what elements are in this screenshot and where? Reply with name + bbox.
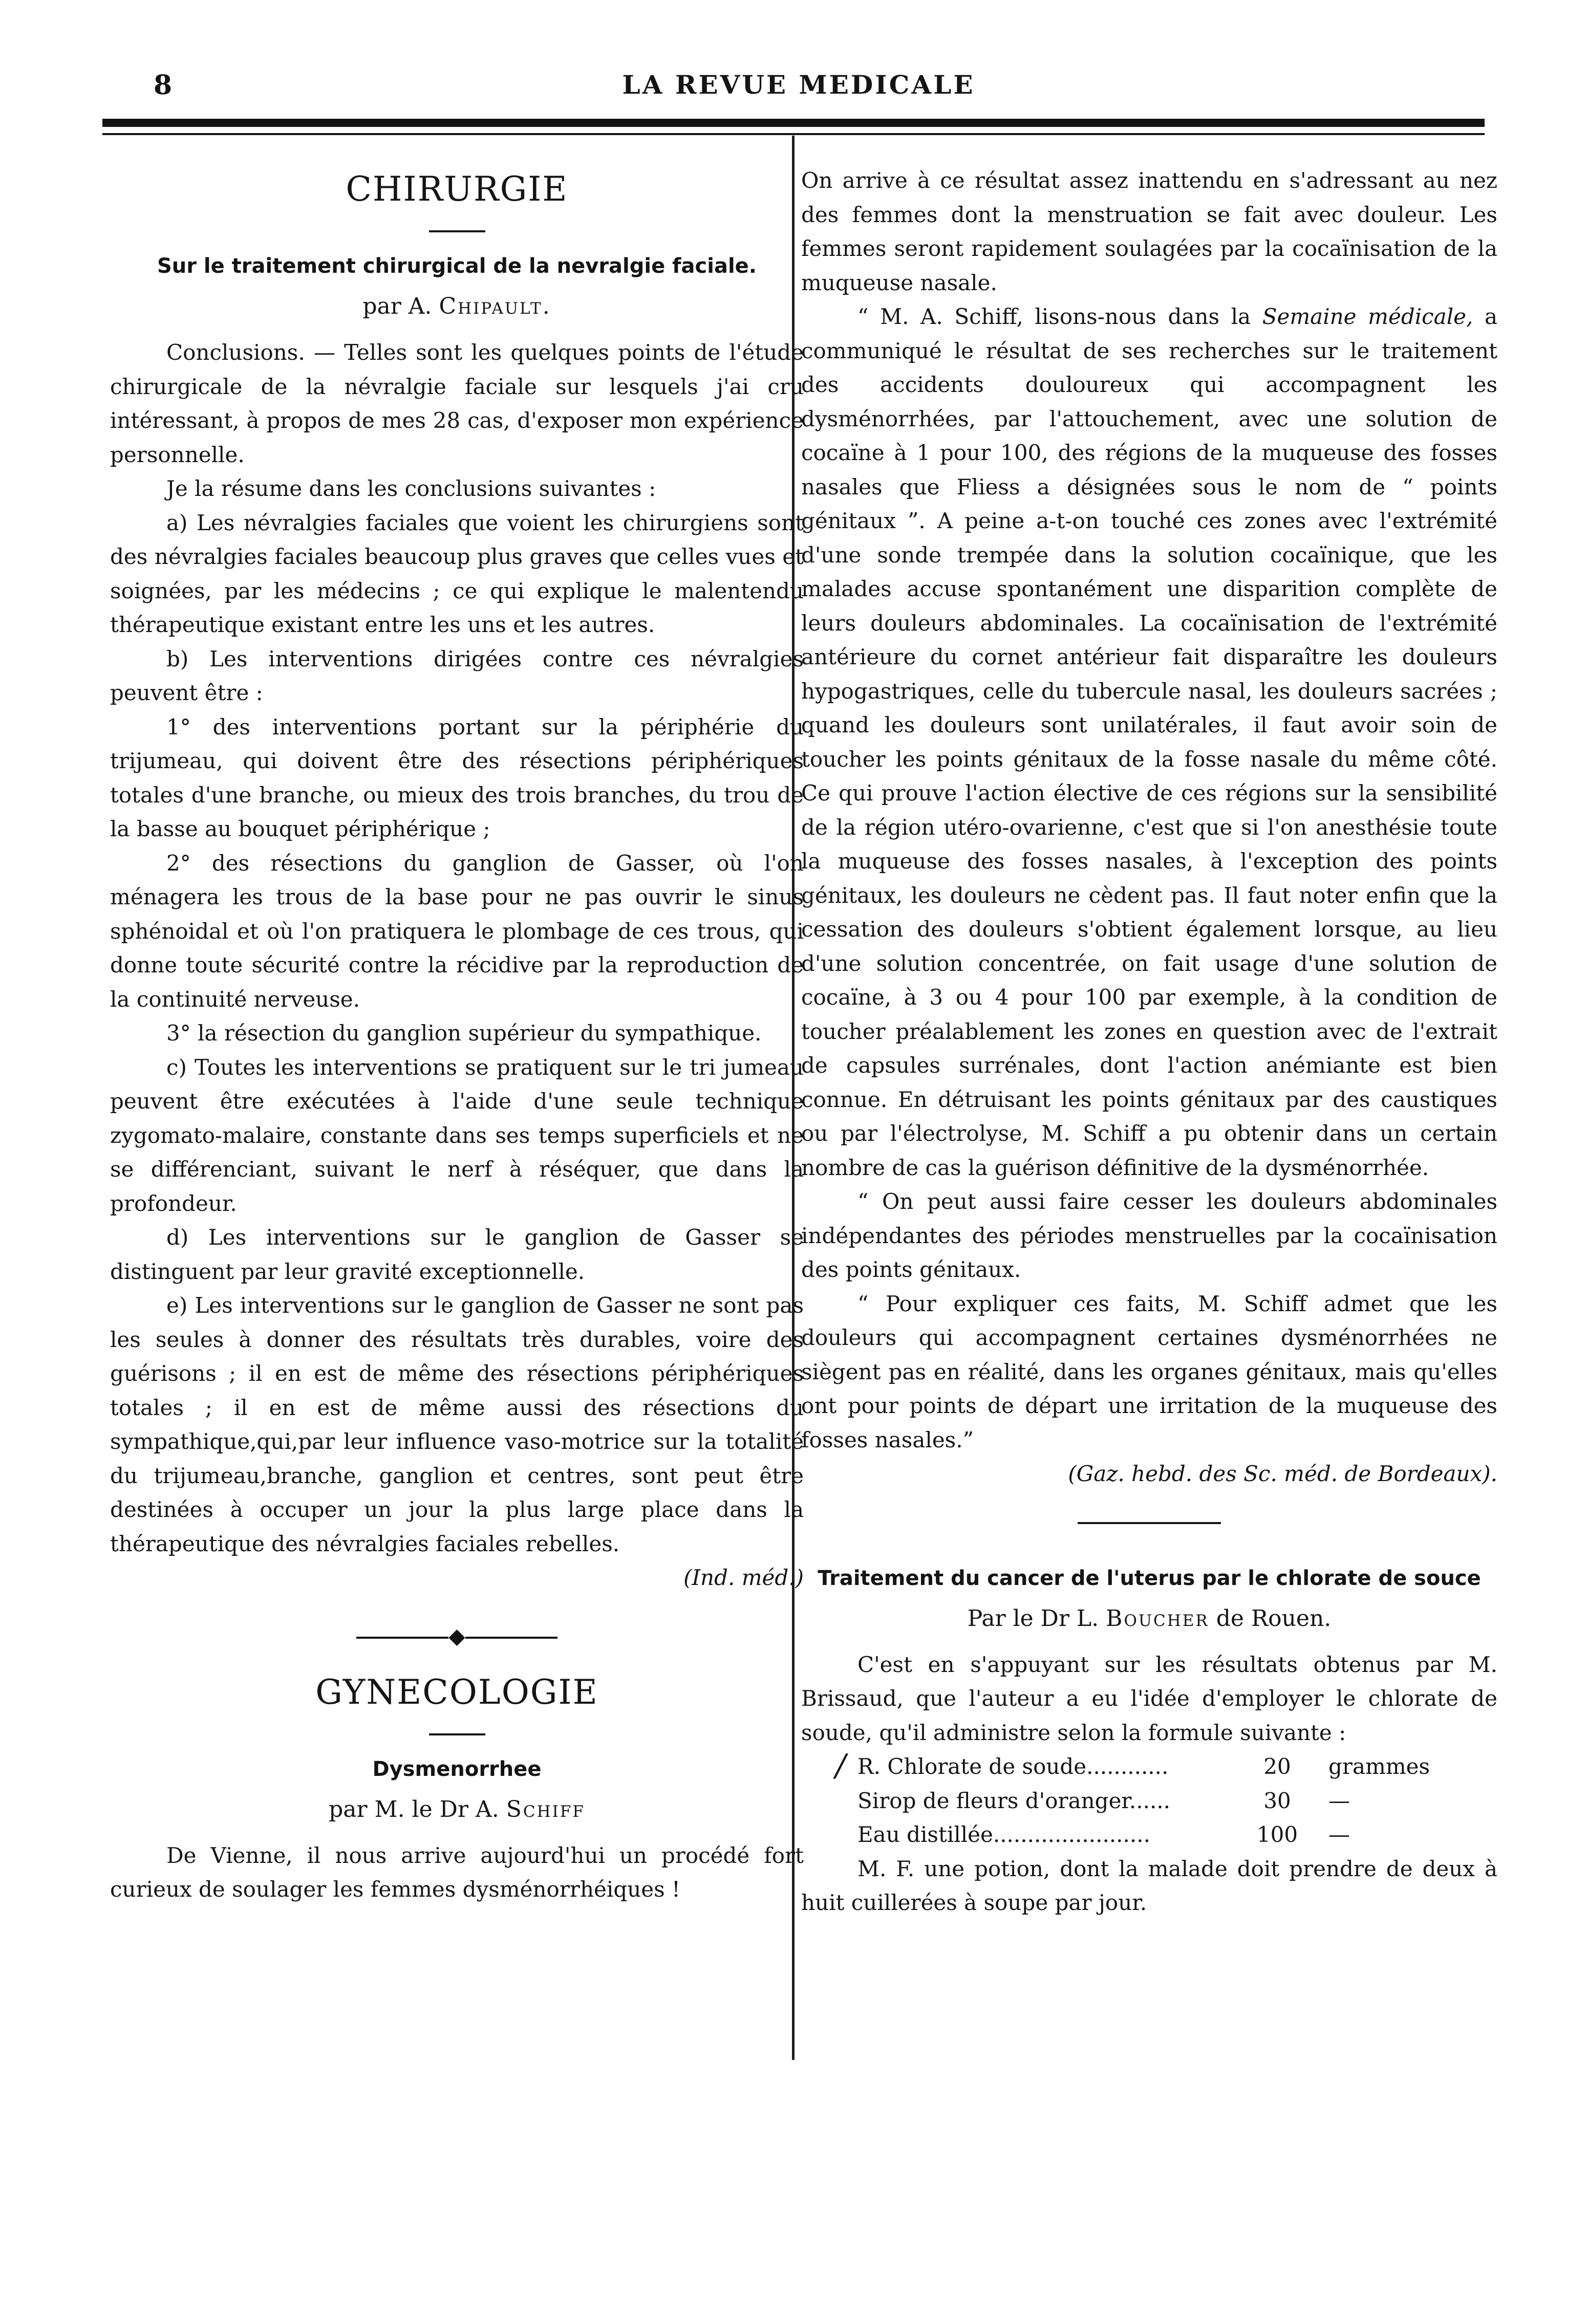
amount: 20 [1263, 1754, 1291, 1779]
section-title-gynecologie: GYNECOLOGIE [315, 1672, 598, 1712]
paragraph: De Vienne, il nous arrive aujourd'hui un procédé fort curieux de soulager les femmes dysménorrhéiques ! [110, 1842, 804, 1902]
author-name: Chipault. [439, 293, 551, 319]
paragraph: 2° des résections du ganglion de Gasser, où l'on ménagera les trous de la base pour ne pas ouvrir le sinus sphénoidal et où l'on pratiquera le plombage de ces trous, qui donne toute sécurité contre la récidive par la reproduction de la continuité nerveuse. [110, 850, 804, 1012]
paragraph: 1° des interventions portant sur la périphérie du trijumeau, qui doivent être des résections périphériques totales d'une branche, ou mieux des trois branches, du trou de la basse au bouquet périphérique ; [110, 714, 804, 841]
prescription-row [801, 1818, 1497, 1852]
author-name: Boucher [1106, 1605, 1209, 1632]
article-byline [110, 1793, 804, 1827]
ingredient: Sirop de fleurs d'oranger...... [857, 1788, 1170, 1813]
amount: 100 [1256, 1822, 1298, 1847]
article-byline [110, 290, 804, 323]
paragraph: Conclusions. — Telles sont les quelques points de l'étude chirurgicale de la névralgie faciale sur lesquels j'ai cru intéressant, à propos de mes 28 cas, d'exposer mon expérience personnelle. [110, 340, 804, 467]
paragraph: c) Toutes les interventions se pratiquent sur le tri jumeau peuvent être exécutées à l'aide d'une seule technique zygomato-malaire, constante dans ses temps superficiels et ne se différenciant, suivant le nerf à réséquer, que dans la profondeur. [110, 1054, 804, 1216]
journal-title: LA REVUE MEDICALE [622, 70, 975, 100]
prescription [801, 1750, 1497, 1852]
paragraph: d) Les interventions sur le ganglion de Gasser se distinguent par leur gravité exceptionnelle. [110, 1225, 804, 1284]
section-rule [429, 1733, 485, 1735]
source-citation: (Gaz. hebd. des Sc. méd. de Bordeaux). [1068, 1461, 1497, 1486]
margin-pen-mark: / [835, 1748, 846, 1784]
paragraph: C'est en s'appuyant sur les résultats obtenus par M. Brissaud, que l'auteur a eu l'idée d'employer le chlorate de soude, qu'il administre selon la formule suivante : [801, 1652, 1497, 1745]
article-byline [801, 1602, 1497, 1636]
paragraph: a) Les névralgies faciales que voient les chirurgiens sont des névralgies faciales beaucoup plus graves que celles vues et soignées, par les médecins ; ce qui explique le malentendu thérapeutique existant entre les uns et les autres. [110, 510, 804, 637]
article-title-dysmenorrhee: Dysmenorrhee [372, 1757, 542, 1781]
paragraph: e) Les interventions sur le ganglion de Gasser ne sont pas les seules à donner des résultats très durables, voire des guérisons ; il en est de même des résections périphériques totales ; il en est de même aussi des résections du sympathique,qui,par leur influence vaso-motrice sur la totalité du trijumeau,branche, ganglion et centres, sont peut être destinées à occuper un jour la plus large place dans la thérapeutique des névralgies faciales rebelles. [110, 1293, 804, 1556]
unit: — [1328, 1822, 1350, 1847]
article-separator [1078, 1522, 1221, 1524]
article-title-cancer: Traitement du cancer de l'uterus par le chlorate de souce [818, 1566, 1481, 1590]
section-title-chirurgie: CHIRURGIE [346, 169, 568, 209]
byline-prefix: par M. le Dr A. [329, 1796, 506, 1822]
unit: — [1328, 1788, 1350, 1813]
ornament-glyph: ◆ [448, 1623, 465, 1648]
byline-prefix: Par le Dr L. [967, 1605, 1106, 1632]
text-run: “ M. A. Schiff, lisons-nous dans la [857, 304, 1262, 329]
unit: grammes [1328, 1754, 1430, 1779]
paragraph: On arrive à ce résultat assez inattendu en s'adressant au nez des femmes dont la menstruation se fait avec douleur. Les femmes seront rapidement soulagées par la cocaïnisation de la muqueuse nasale. [801, 168, 1497, 295]
right-column [801, 164, 1497, 1920]
prescription-row [801, 1784, 1497, 1818]
ingredient: Eau distillée....................... [857, 1822, 1150, 1847]
author-name: Schiff [506, 1796, 585, 1822]
paragraph: Je la résume dans les conclusions suivantes : [166, 476, 656, 501]
section-rule [429, 230, 485, 232]
ornament-divider [110, 1623, 804, 1648]
source-citation: (Ind. méd.) [683, 1565, 804, 1590]
journal-name: Semaine médicale, [1262, 304, 1473, 329]
prescription-row [801, 1750, 1497, 1784]
paragraph: 3° la résection du ganglion supérieur du sympathique. [166, 1020, 762, 1046]
paragraph: b) Les interventions dirigées contre ces névralgies peuvent être : [110, 646, 804, 705]
paragraph [801, 300, 1497, 1185]
amount: 30 [1263, 1788, 1291, 1813]
paragraph: “ Pour expliquer ces faits, M. Schiff admet que les douleurs qui accompagnent certaines dysménorrhées ne siègent pas en réalité, dans les organes génitaux, mais qu'elles ont pour points de départ une irritation de la muqueuse des fosses nasales.” [801, 1291, 1497, 1452]
paragraph: M. F. une potion, dont la malade doit prendre de deux à huit cuillerées à soupe par jour. [801, 1856, 1497, 1915]
page-header [102, 70, 1495, 111]
text-run: a communiqué le résultat de ses recherches sur le traitement des accidents douloureux qui accompagnent les dysménorrhées, par l'attouchement, avec une solution de cocaïne à 1 pour 100, des régions de la muqueuse des fosses nasales que Fliess a désignées sous le nom de “ points génitaux ”. A peine a-t-on touché ces zones avec l'extrémité d'une sonde trempée dans la solution cocaïnique, que les malades accuse spontanément une disparition complète de leurs douleurs abdominales. La cocaïnisation de l'extrémité antérieure du cornet antérieur fait disparaître les douleurs hypogastriques, celle du tubercule nasal, les douleurs sacrées ; quand les douleurs sont unilatérales, il faut avoir soin de toucher les points génitaux de la fosse nasale du même côté. Ce qui prouve l'action élective de ces régions sur la sensibilité de la région utéro-ovarienne, c'est que si l'on anesthésie toute la muqueuse des fosses nasales, à l'exception des points génitaux, les douleurs ne cèdent pas. Il faut noter enfin que la cessation des douleurs s'obtient également lorsque, au lieu d'une solution concentrée, on fait usage d'une solution de cocaïne, à 3 ou 4 pour 100 par exemple, à la condition de toucher préalablement les zones en question avec de l'extrait de capsules surrénales, dont l'action anémiante est bien connue. En détruisant les points génitaux par des caustiques ou par l'électrolyse, M. Schiff a pu obtenir dans un certain nombre de cas la guérison définitive de la dysménorrhée. [801, 304, 1498, 1180]
header-rule-thin [102, 133, 1485, 135]
paragraph: “ On peut aussi faire cesser les douleurs abdominales indépendantes des périodes menstruelles par la cocaïnisation des points génitaux. [801, 1189, 1497, 1282]
article-title-nevralgie: Sur le traitement chirurgical de la nevralgie faciale. [157, 254, 757, 278]
page-number: 8 [154, 70, 173, 101]
left-column [110, 164, 804, 1907]
byline-suffix: de Rouen. [1209, 1605, 1332, 1632]
byline-prefix: par A. [362, 293, 439, 319]
ingredient: R. Chlorate de soude............ [857, 1754, 1169, 1779]
header-rule-thick [102, 119, 1485, 127]
